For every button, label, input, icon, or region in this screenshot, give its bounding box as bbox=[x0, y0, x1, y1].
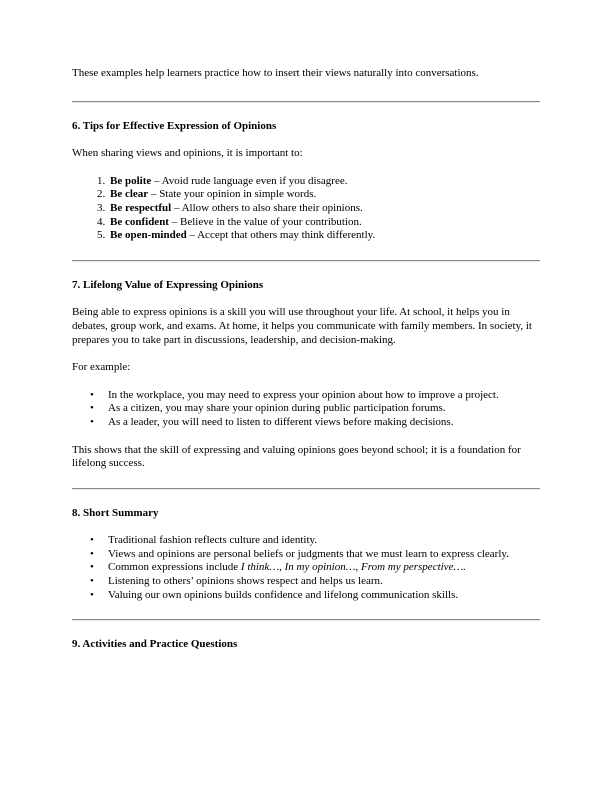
tip-term: Be confident bbox=[110, 215, 169, 228]
tip-item bbox=[108, 175, 542, 189]
list-item: • Listening to others’ opinions shows respect and helps us learn. bbox=[90, 575, 383, 588]
list-item: • In the workplace, you may need to express your opinion about how to improve a project. bbox=[90, 388, 499, 401]
section-divider bbox=[72, 101, 540, 103]
tip-term: Be open-minded bbox=[110, 229, 187, 242]
tips-list bbox=[72, 175, 542, 243]
list-item: • Valuing our own opinions builds confidence and lifelong communication skills. bbox=[90, 588, 459, 601]
section-divider bbox=[72, 488, 540, 490]
tip-term: Be polite bbox=[110, 174, 152, 187]
list-item: • Traditional fashion reflects culture and identity. bbox=[90, 534, 318, 547]
tip-desc: – Accept that others may think differently. bbox=[186, 229, 376, 242]
bullet-icon: • bbox=[90, 588, 94, 601]
section-7-closing: This shows that the skill of expressing and valuing opinions goes beyond school; it is a foundation for lifelong success. bbox=[72, 443, 521, 470]
tip-item bbox=[108, 229, 542, 243]
tip-desc: – State your opinion in simple words. bbox=[148, 188, 317, 201]
section-6-lead: When sharing views and opinions, it is important to: bbox=[72, 147, 303, 160]
tip-desc: – Believe in the value of your contribution. bbox=[168, 215, 362, 228]
tip-item bbox=[108, 188, 542, 202]
expression-example: In my opinion… bbox=[284, 561, 356, 574]
examples-list bbox=[72, 389, 542, 430]
bullet-icon: • bbox=[90, 415, 94, 428]
bullet-icon: • bbox=[90, 575, 94, 588]
list-item: • Common expressions include I think…, In my opinion…, From my perspective…. bbox=[90, 561, 466, 574]
bullet-icon: • bbox=[90, 561, 94, 574]
section-9-heading: 9. Activities and Practice Questions bbox=[72, 638, 238, 651]
list-item: • Views and opinions are personal beliefs or judgments that we must learn to express clearly. bbox=[90, 547, 509, 560]
intro-paragraph: These examples help learners practice how to insert their views naturally into conversations. bbox=[72, 67, 479, 79]
expression-example: From my perspective…. bbox=[361, 561, 466, 574]
tip-desc: – Avoid rude language even if you disagree. bbox=[151, 174, 348, 187]
bullet-icon: • bbox=[90, 402, 94, 415]
section-divider bbox=[72, 619, 540, 621]
section-8-heading: 8. Short Summary bbox=[72, 506, 159, 519]
expression-example: I think… bbox=[240, 561, 280, 574]
document-content bbox=[72, 67, 542, 666]
bullet-icon: • bbox=[90, 388, 94, 401]
example-lead: For example: bbox=[72, 361, 131, 374]
summary-list bbox=[72, 534, 542, 602]
bullet-icon: • bbox=[90, 534, 94, 547]
tip-item bbox=[108, 202, 542, 216]
tip-desc: – Allow others to also share their opinions. bbox=[171, 201, 363, 214]
bullet-icon: • bbox=[90, 547, 94, 560]
list-item: • As a leader, you will need to listen to different views before making decisions. bbox=[90, 415, 454, 428]
section-6-heading: 6. Tips for Effective Expression of Opinions bbox=[72, 119, 277, 132]
list-item: • As a citizen, you may share your opinion during public participation forums. bbox=[90, 402, 446, 415]
tip-term: Be respectful bbox=[110, 201, 172, 214]
section-7-paragraph: Being able to express opinions is a skill you will use throughout your life. At school, it helps you in debates, group work, and exams. At home, it helps you communicate with family members. In society, it prepares you to take part in discussions, leadership, and decision-making. bbox=[72, 306, 532, 346]
section-7-heading: 7. Lifelong Value of Expressing Opinions bbox=[72, 278, 264, 291]
tip-term: Be clear bbox=[110, 188, 149, 201]
section-divider bbox=[72, 260, 540, 262]
tip-item bbox=[108, 216, 542, 230]
